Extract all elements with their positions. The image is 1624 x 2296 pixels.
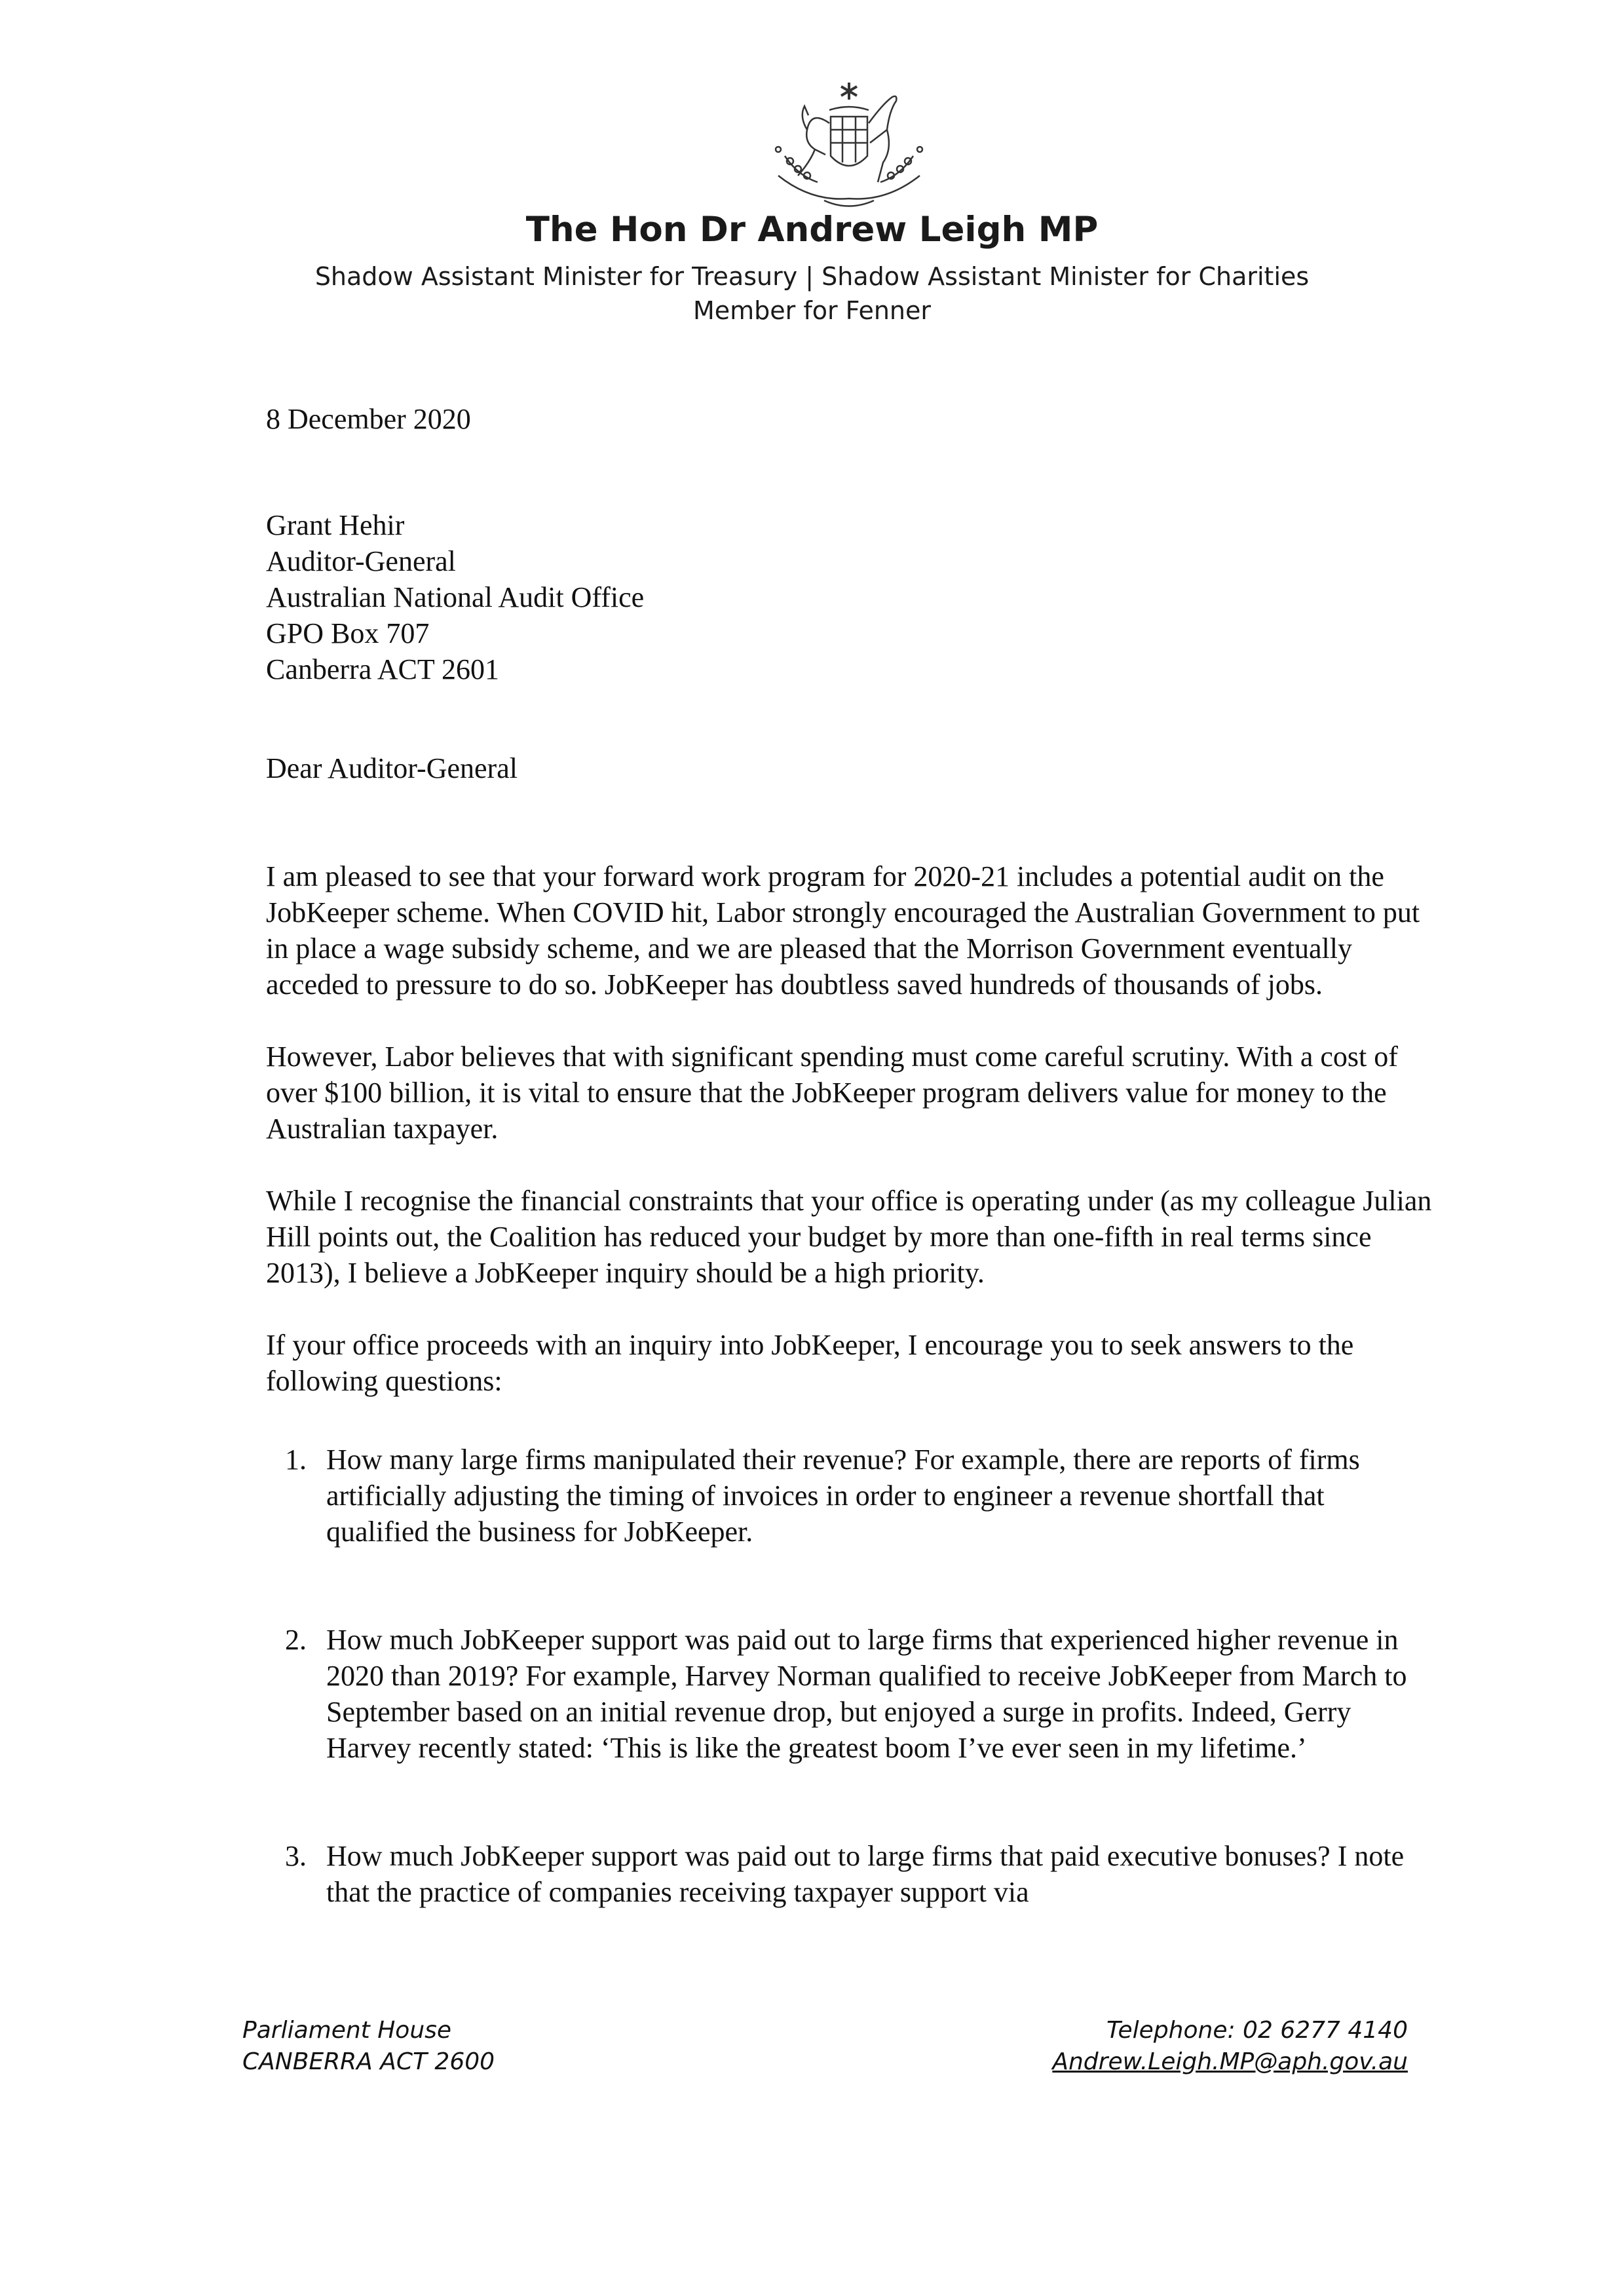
recipient-address xyxy=(266,507,644,687)
question-item xyxy=(266,1838,1433,1910)
question-text: How much JobKeeper support was paid out to large firms that paid executive bonuses? I note that the practice of companies receiving taxpayer support via xyxy=(326,1840,1405,1908)
question-text: How many large firms manipulated their revenue? For example, there are reports of firms artificially adjusting the timing of invoices in order to engineer a revenue shortfall that qualified the business for JobKeeper. xyxy=(326,1444,1360,1548)
question-number: 1. xyxy=(285,1444,307,1476)
footer-address-line: Parliament House xyxy=(242,2017,452,2044)
body-paragraph: While I recognise the financial constraints that your office is operating under (as my colleague Julian Hill points out, the Coalition has reduced your budget by more than one-fifth in real terms since 2013), I believe a JobKeeper inquiry should be a high priority. xyxy=(266,1185,1432,1289)
letterhead-member: Member for Fenner xyxy=(692,296,932,325)
footer-contact xyxy=(1052,2015,1408,2078)
footer-address-line: CANBERRA ACT 2600 xyxy=(242,2048,495,2075)
recipient-line: Australian National Audit Office xyxy=(266,581,645,613)
footer-telephone: Telephone: 02 6277 4140 xyxy=(1106,2017,1408,2044)
question-item xyxy=(266,1442,1433,1550)
recipient-line: Canberra ACT 2601 xyxy=(266,653,500,685)
question-text: How much JobKeeper support was paid out to large firms that experienced higher revenue in 2020 than 2019? For example, Harvey Norman qualified to receive JobKeeper from March to September based on an initial revenue drop, but enjoyed a surge in profits. Indeed, Gerry Harvey recently stated: ‘This is like the greatest boom I’ve ever seen in my lifetime.’ xyxy=(326,1624,1407,1764)
footer-email-link[interactable]: Andrew.Leigh.MP@aph.gov.au xyxy=(1052,2048,1408,2075)
recipient-line: GPO Box 707 xyxy=(266,617,430,649)
body-paragraph: However, Labor believes that with significant spending must come careful scrutiny. With a cost of over $100 billion, it is vital to ensure that the JobKeeper program delivers value for money to the Australian taxpayer. xyxy=(266,1041,1398,1145)
question-item xyxy=(266,1622,1433,1766)
question-number: 3. xyxy=(285,1840,307,1872)
footer-address xyxy=(242,2015,495,2078)
letterhead-roles: Shadow Assistant Minister for Treasury | Shadow Assistant Minister for Charities xyxy=(314,262,1310,291)
recipient-line: Grant Hehir xyxy=(266,509,405,541)
letter-date: 8 December 2020 xyxy=(266,403,471,435)
body-paragraph: I am pleased to see that your forward work program for 2020-21 includes a potential audit on the JobKeeper scheme. When COVID hit, Labor strongly encouraged the Australian Government to put in place a wage subsidy scheme, and we are pleased that the Morrison Government eventually acceded to pressure to do so. JobKeeper has doubtless saved hundreds of thousands of jobs. xyxy=(266,860,1420,1001)
body-paragraph: If your office proceeds with an inquiry into JobKeeper, I encourage you to seek answers to the following questions: xyxy=(266,1329,1354,1397)
salutation: Dear Auditor-General xyxy=(266,752,518,784)
recipient-line: Auditor-General xyxy=(266,545,456,577)
coat-of-arms-crest xyxy=(752,77,946,215)
question-number: 2. xyxy=(285,1624,307,1656)
letterhead-name: The Hon Dr Andrew Leigh MP xyxy=(525,210,1099,250)
